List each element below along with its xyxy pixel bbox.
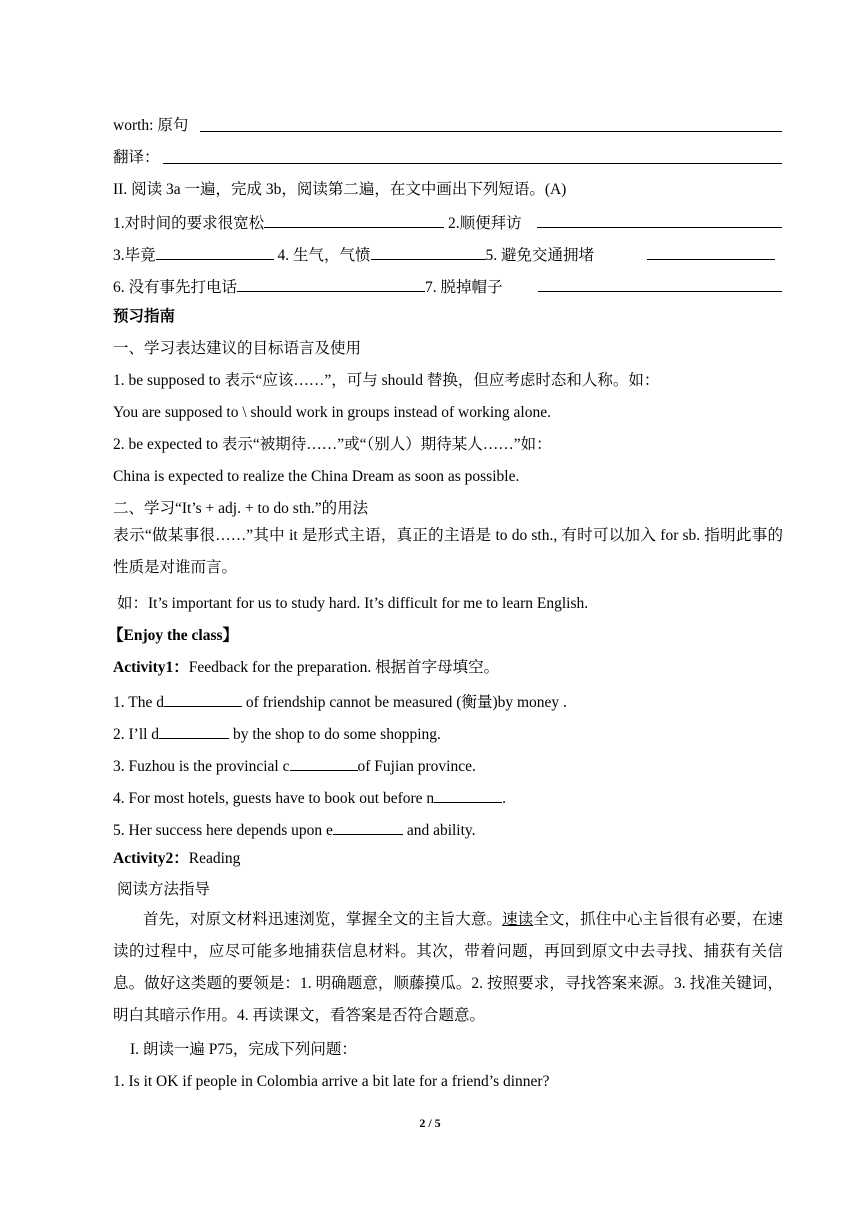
worth-label: worth: 原句 [113,117,189,134]
fill-q3-blank [290,754,358,771]
enjoy-title: 【Enjoy the class】 [108,627,239,644]
guide-example: 如：It’s important for us to study hard. It’s difficult for me to learn English. [117,595,589,612]
translate-blank [163,163,782,164]
worth-blank [200,131,782,132]
fill-q5-start: 5. Her success here depends upon e [113,822,333,839]
fill-q4-start: 4. For most hotels, guests have to book out before n [113,790,435,807]
guide-paragraph [113,520,783,584]
phrase-5: 5. 避免交通拥堵 [485,247,595,264]
guide-heading-2: 二、学习“It’s + adj. + to do sth.”的用法 [113,500,369,517]
guide-line-2: You are supposed to \ should work in groups instead of working alone. [113,404,551,421]
fill-q5 [113,818,476,840]
guide-heading-1: 一、学习表达建议的目标语言及使用 [113,340,362,357]
phrase-row-2 [113,243,594,265]
method-paragraph [113,904,783,1032]
fill-q2-end: by the shop to do some shopping. [232,726,441,743]
activity1-line [113,658,499,680]
phrase-row-1 [113,211,522,233]
fill-q3-end: of Fujian province. [357,758,476,775]
fill-q2 [113,722,441,744]
method-title: 阅读方法指导 [117,881,211,898]
phrase-5-blank [647,259,775,260]
fill-q5-blank [333,818,403,835]
phrase-7: 7. 脱掉帽子 [425,279,503,296]
phrase-1: 1.对时间的要求很宽松 [113,215,265,232]
translate-label: 翻译： [113,149,160,166]
task-ii: II. 阅读 3a 一遍，完成 3b，阅读第二遍，在文中画出下列短语。(A) [113,181,567,198]
activity2-text: Reading [188,850,241,867]
question-colombia: 1. Is it OK if people in Colombia arrive a bit late for a friend’s dinner? [113,1073,550,1090]
fill-q2-blank [159,722,229,739]
activity1-text: Feedback for the preparation. 根据首字母填空。 [188,659,500,676]
task-i: I. 朗读一遍 P75，完成下列问题： [130,1041,357,1058]
phrase-2-blank [537,227,782,228]
worth-line [113,116,188,138]
guide-line-4: China is expected to realize the China Dream as soon as possible. [113,468,520,485]
fill-q4 [113,786,506,808]
translate-line [113,148,160,170]
guide-paragraph-text: 表示“做某事很……”其中 it 是形式主语，真正的主语是 to do sth., 有时可以加入 for sb. 指明此事的性质是对谁而言。 [113,527,783,576]
fill-q1 [113,690,567,712]
page-number: 2 / 5 [419,1116,441,1130]
phrase-6: 6. 没有事先打电话 [113,279,238,296]
guide-line-1: 1. be supposed to 表示“应该……”，可与 should 替换，但应考虑时态和人称。如： [113,372,660,389]
activity2-line [113,849,240,871]
phrase-1-blank [264,211,444,228]
guide-line-3: 2. be expected to 表示“被期待……”或“（别人）期待某人……”如： [113,436,552,453]
fill-q4-blank [434,786,502,803]
fill-q3-start: 3. Fuzhou is the provincial c [113,758,290,775]
method-part-2: 全文，抓住中心主旨很有必要，在速读的过程中，应尽可能多地捕获信息材料。其次，带着问题，再回到原文中去寻找、捕获有关信息。做好这类题的要领是：1. 明确题意，顺藤摸瓜。2. 按照要求，寻找答案来源。3. 找准关键词，明白其暗示作用。4. 再读课文，看答案是否符合题意。 [113,911,783,1024]
fill-q2-start: 2. I’ll d [113,726,160,743]
phrase-6-blank [237,275,425,292]
phrase-2: 2.顺便拜访 [448,215,522,232]
method-part-1: 首先，对原文材料迅速浏览，掌握全文的主旨大意。 [143,911,503,928]
fill-q4-end: . [502,790,507,807]
phrase-4: 4. 生气，气愤 [277,247,371,264]
guide-title: 预习指南 [113,308,176,325]
fill-q5-end: and ability. [406,822,476,839]
fill-q1-end: of friendship cannot be measured (衡量)by money . [245,694,567,711]
fill-q1-start: 1. The d [113,694,164,711]
method-underlined: 速读 [502,911,534,928]
phrase-4-blank [371,243,486,260]
fill-q1-blank [164,690,242,707]
phrase-row-3 [113,275,503,297]
phrase-3-blank [156,243,274,260]
activity1-label: Activity1： [113,659,189,676]
phrase-7-blank [538,291,782,292]
fill-q3 [113,754,476,776]
activity2-label: Activity2： [113,850,189,867]
phrase-3: 3.毕竟 [113,247,156,264]
